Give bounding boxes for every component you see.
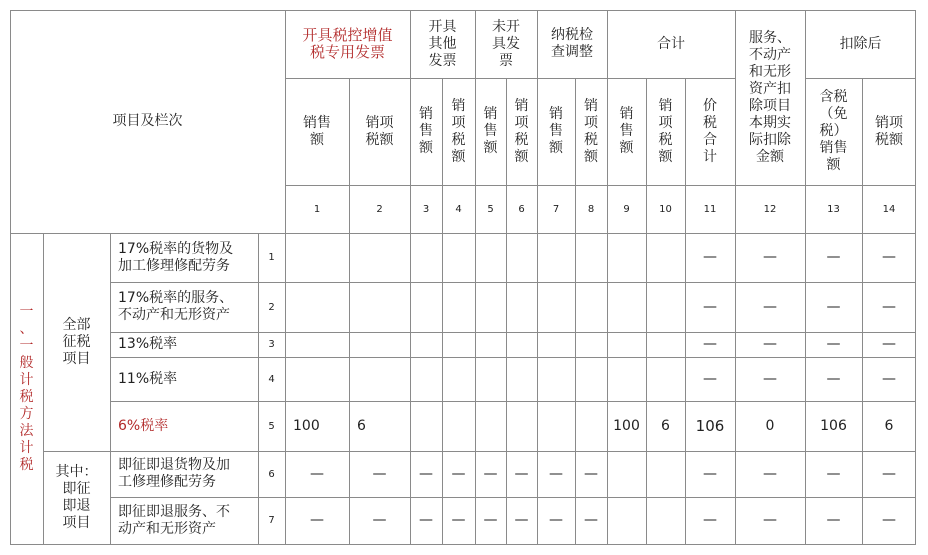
empty-dash-text: — xyxy=(826,465,841,482)
column-number xyxy=(506,185,537,233)
subheader-sales-text: 销 售 额 xyxy=(619,106,634,156)
subheader-sales-text: 销售 额 xyxy=(303,114,331,148)
empty-dash-text: — xyxy=(451,465,466,482)
empty-dash-text: — xyxy=(419,512,433,528)
row-number-text: 7 xyxy=(268,515,275,526)
column-number-text: 12 xyxy=(763,203,777,215)
value-c9 xyxy=(607,401,646,451)
row-label xyxy=(110,497,258,544)
header-special-invoice-text: 开具税控增值 税专用发票 xyxy=(302,26,393,61)
header-after-deduction xyxy=(805,10,916,78)
empty-dash xyxy=(805,497,862,544)
empty-dash-text: — xyxy=(763,512,777,528)
column-number-text: 6 xyxy=(518,203,525,215)
column-number xyxy=(537,185,575,233)
empty-dash xyxy=(735,357,805,401)
subheader-output-tax-after-text: 销项 税额 xyxy=(875,114,903,148)
value-c10 xyxy=(646,401,685,451)
row-number xyxy=(258,451,285,497)
section-all-taxable xyxy=(43,233,110,451)
empty-dash xyxy=(285,451,349,497)
column-number xyxy=(349,185,410,233)
empty-dash-text: — xyxy=(703,370,717,387)
column-number xyxy=(646,185,685,233)
section-general-method xyxy=(10,233,43,544)
empty-dash xyxy=(805,451,862,497)
value-c14-text: 6 xyxy=(884,417,894,434)
column-number-text: 2 xyxy=(376,203,383,215)
subheader-price-tax-total-text: 价 税 合 计 xyxy=(703,97,717,165)
empty-dash-text: — xyxy=(703,298,717,315)
header-tax-adjustment xyxy=(537,10,607,78)
row-number xyxy=(258,497,285,544)
column-number xyxy=(575,185,607,233)
subheader-output-tax xyxy=(442,78,475,185)
empty-dash-text: — xyxy=(882,249,896,265)
empty-dash-text: — xyxy=(372,512,387,528)
value-c1 xyxy=(285,401,349,451)
row-label xyxy=(110,233,258,282)
empty-dash xyxy=(685,357,735,401)
subheader-output-tax-text: 销 项 税 额 xyxy=(451,97,466,165)
value-c12-text: 0 xyxy=(765,417,775,434)
row-number xyxy=(258,233,285,282)
grid-line xyxy=(646,233,647,544)
empty-dash-text: — xyxy=(703,512,717,528)
header-no-invoice xyxy=(475,10,537,78)
empty-dash-text: — xyxy=(310,512,324,528)
empty-dash xyxy=(735,233,805,282)
column-number-text: 8 xyxy=(587,203,595,215)
row-number-text: 1 xyxy=(268,252,275,263)
row-label-text: 17%税率的货物及 加工修理修配劳务 xyxy=(118,240,234,274)
empty-dash-text: — xyxy=(703,465,717,482)
column-number-text: 4 xyxy=(455,203,462,215)
empty-dash-text: — xyxy=(584,465,598,482)
header-total xyxy=(607,10,735,78)
empty-dash-text: — xyxy=(514,465,529,482)
column-number-text: 3 xyxy=(422,203,430,215)
row-label xyxy=(110,332,258,357)
subheader-sales xyxy=(475,78,506,185)
column-number xyxy=(285,185,349,233)
empty-dash xyxy=(735,282,805,332)
empty-dash xyxy=(735,332,805,357)
grid-line xyxy=(10,544,916,545)
value-c2 xyxy=(349,401,410,451)
column-number-text: 10 xyxy=(659,203,672,215)
empty-dash-text: — xyxy=(584,512,598,528)
column-number-text: 5 xyxy=(487,203,494,215)
empty-dash-text: — xyxy=(882,512,896,528)
empty-dash-text: — xyxy=(514,512,529,528)
header-after-deduction-text: 扣除后 xyxy=(839,35,882,52)
empty-dash xyxy=(805,282,862,332)
subheader-sales-text: 销 售 额 xyxy=(483,106,498,156)
row-label-text: 13%税率 xyxy=(118,336,178,352)
column-number xyxy=(805,185,862,233)
subheader-sales xyxy=(285,78,349,185)
row-label-text: 17%税率的服务、 不动产和无形资产 xyxy=(118,290,234,323)
row-number xyxy=(258,401,285,451)
row-label-text: 11%税率 xyxy=(118,370,178,387)
subheader-output-tax-text: 销 项 税 额 xyxy=(514,97,529,165)
row-label xyxy=(110,282,258,332)
empty-dash xyxy=(410,497,442,544)
empty-dash xyxy=(442,497,475,544)
empty-dash xyxy=(575,451,607,497)
subheader-output-tax xyxy=(506,78,537,185)
empty-dash-text: — xyxy=(549,465,563,482)
empty-dash-text: — xyxy=(826,512,841,528)
empty-dash xyxy=(805,332,862,357)
empty-dash xyxy=(685,332,735,357)
empty-dash xyxy=(805,357,862,401)
row-label xyxy=(110,357,258,401)
column-number-text: 11 xyxy=(703,203,717,215)
grid-line xyxy=(607,233,608,544)
subheader-sales-text: 销 售 额 xyxy=(419,106,433,156)
subheader-output-tax-after xyxy=(862,78,916,185)
empty-dash xyxy=(410,451,442,497)
section-all-taxable-text: 全部 征税 项目 xyxy=(62,316,91,367)
row-number-text: 4 xyxy=(268,373,275,385)
row-label xyxy=(110,401,258,451)
row-number xyxy=(258,332,285,357)
empty-dash-text: — xyxy=(763,465,777,482)
empty-dash xyxy=(506,497,537,544)
column-number-text: 7 xyxy=(552,203,560,215)
empty-dash-text: — xyxy=(826,370,841,387)
empty-dash xyxy=(475,451,506,497)
subheader-output-tax-text: 销 项 税 额 xyxy=(658,97,673,165)
column-number xyxy=(607,185,646,233)
subheader-taxed-sales-text: 含税 （免 税） 销售 额 xyxy=(819,89,848,173)
row-number xyxy=(258,282,285,332)
header-total-text: 合计 xyxy=(657,35,685,52)
empty-dash-text: — xyxy=(882,370,896,387)
row-label xyxy=(110,451,258,497)
subheader-output-tax xyxy=(349,78,410,185)
value-c13-text: 106 xyxy=(820,417,847,434)
empty-dash-text: — xyxy=(372,465,387,482)
subheader-price-tax-total xyxy=(685,78,735,185)
empty-dash-text: — xyxy=(882,298,896,315)
empty-dash xyxy=(442,451,475,497)
empty-dash xyxy=(575,497,607,544)
column-number xyxy=(735,185,805,233)
empty-dash xyxy=(862,497,916,544)
empty-dash-text: — xyxy=(826,249,841,265)
column-number-text: 13 xyxy=(827,203,840,215)
empty-dash-text: — xyxy=(763,298,777,315)
empty-dash-text: — xyxy=(703,249,717,265)
row-number-text: 5 xyxy=(268,420,275,432)
column-number xyxy=(862,185,916,233)
subheader-sales xyxy=(410,78,442,185)
row-number-text: 2 xyxy=(268,301,275,313)
row-label-text: 即征即退货物及加 工修理修配劳务 xyxy=(118,457,230,490)
empty-dash xyxy=(685,451,735,497)
row-number xyxy=(258,357,285,401)
empty-dash xyxy=(685,233,735,282)
column-number-text: 14 xyxy=(882,203,896,215)
empty-dash xyxy=(537,497,575,544)
empty-dash-text: — xyxy=(310,465,324,482)
section-immediate-refund-text: 其中： 即征 即退 项目 xyxy=(55,463,98,531)
subheader-sales xyxy=(537,78,575,185)
column-number-text: 1 xyxy=(313,203,321,215)
empty-dash xyxy=(685,282,735,332)
empty-dash-text: — xyxy=(483,465,498,482)
header-tax-adjustment-text: 纳税检 查调整 xyxy=(551,27,593,60)
subheader-sales-text: 销 售 额 xyxy=(549,106,563,156)
value-c1-text: 100 xyxy=(293,417,320,434)
column-number xyxy=(475,185,506,233)
value-c11 xyxy=(685,401,735,451)
stub-title-header-text: 项目及栏次 xyxy=(112,113,183,129)
column-number xyxy=(442,185,475,233)
empty-dash xyxy=(735,497,805,544)
value-c11-text: 106 xyxy=(695,416,725,435)
empty-dash-text: — xyxy=(826,336,841,352)
empty-dash-text: — xyxy=(826,298,841,315)
row-label-text: 即征即退服务、不 动产和无形资产 xyxy=(118,503,230,537)
empty-dash-text: — xyxy=(451,512,466,528)
empty-dash-text: — xyxy=(419,465,433,482)
empty-dash xyxy=(862,451,916,497)
value-c10-text: 6 xyxy=(661,417,670,434)
subheader-sales xyxy=(607,78,646,185)
subheader-output-tax xyxy=(575,78,607,185)
empty-dash-text: — xyxy=(483,512,498,528)
section-general-method-text: 一 、 一 般 计 税 方 法 计 税 xyxy=(19,303,34,473)
stub-title-header xyxy=(10,10,285,233)
row-number-text: 6 xyxy=(268,468,275,480)
empty-dash xyxy=(862,282,916,332)
empty-dash-text: — xyxy=(763,370,777,387)
column-number xyxy=(685,185,735,233)
header-other-invoice xyxy=(410,10,475,78)
empty-dash-text: — xyxy=(763,249,777,265)
empty-dash xyxy=(805,233,862,282)
empty-dash-text: — xyxy=(882,465,896,482)
subheader-taxed-sales xyxy=(805,78,862,185)
value-c13 xyxy=(805,401,862,451)
section-immediate-refund xyxy=(43,451,110,544)
empty-dash xyxy=(862,332,916,357)
empty-dash xyxy=(537,451,575,497)
empty-dash-text: — xyxy=(763,336,777,352)
value-c12 xyxy=(735,401,805,451)
empty-dash xyxy=(735,451,805,497)
header-deduction-items xyxy=(735,10,805,185)
empty-dash xyxy=(506,451,537,497)
header-deduction-items-text: 服务、 不动产 和无形 资产扣 除项目 本期实 际扣除 金额 xyxy=(749,29,791,165)
empty-dash xyxy=(285,497,349,544)
row-number-text: 3 xyxy=(268,339,275,350)
empty-dash xyxy=(349,497,410,544)
value-c9-text: 100 xyxy=(613,417,640,434)
subheader-output-tax xyxy=(646,78,685,185)
row-label-text: 6%税率 xyxy=(118,417,169,434)
empty-dash-text: — xyxy=(703,336,717,352)
column-number xyxy=(410,185,442,233)
empty-dash xyxy=(862,233,916,282)
empty-dash xyxy=(475,497,506,544)
column-number-text: 9 xyxy=(623,203,630,215)
empty-dash xyxy=(862,357,916,401)
empty-dash-text: — xyxy=(549,512,563,528)
value-c14 xyxy=(862,401,916,451)
subheader-output-tax-text: 销项 税额 xyxy=(365,114,394,148)
header-special-invoice xyxy=(285,10,410,78)
value-c2-text: 6 xyxy=(357,417,366,434)
subheader-output-tax-text: 销 项 税 额 xyxy=(584,97,598,165)
header-other-invoice-text: 开具 其他 发票 xyxy=(428,18,457,69)
empty-dash xyxy=(685,497,735,544)
header-no-invoice-text: 未开 具发 票 xyxy=(492,18,520,69)
empty-dash-text: — xyxy=(882,336,896,352)
empty-dash xyxy=(349,451,410,497)
